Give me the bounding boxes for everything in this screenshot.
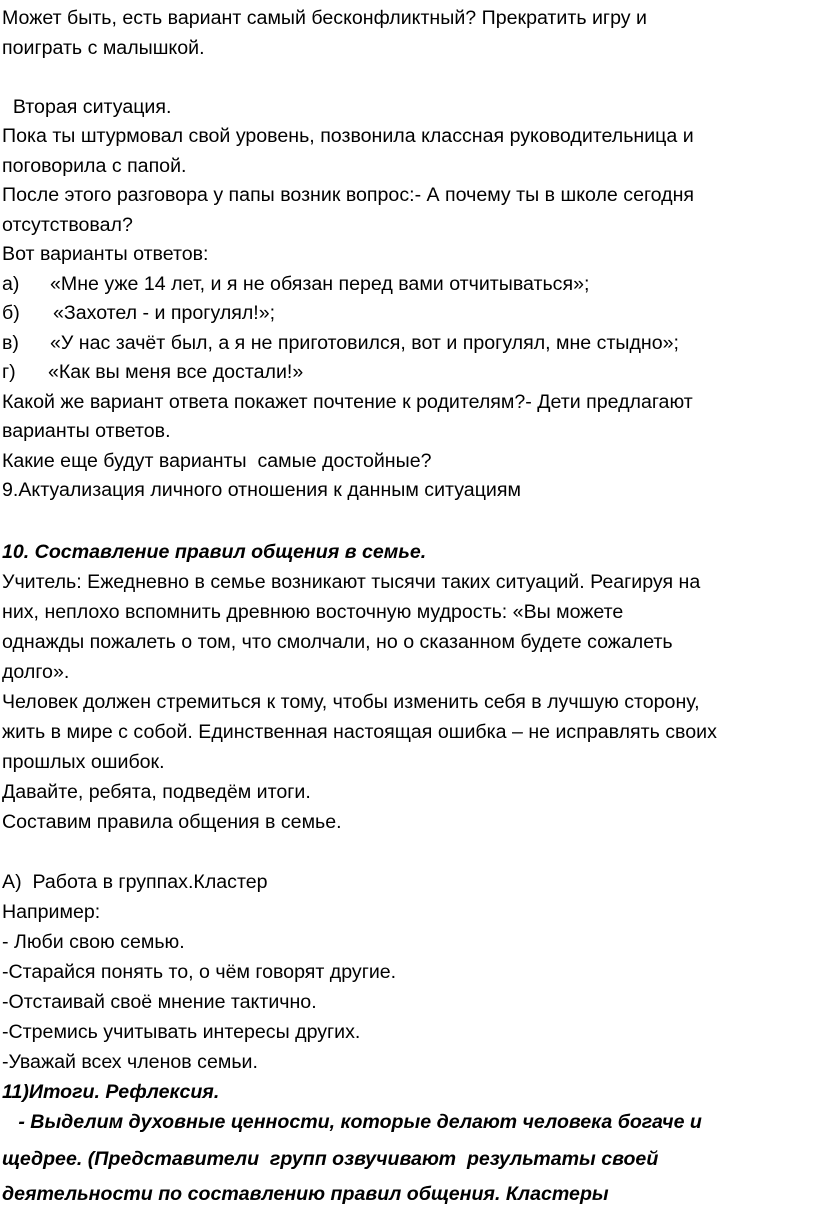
option-text: «Захотел - и прогулял!»; xyxy=(53,302,276,324)
group-work-label: А) Работа в группах.Кластер xyxy=(2,871,268,893)
situation-line-1: Пока ты штурмовал свой уровень, позвонила классная руководительница и xyxy=(2,125,694,147)
section-10-line-8: Давайте, ребята, подведём итоги. xyxy=(2,781,311,803)
section-11-line-2: щедрее. (Представители групп озвучивают результаты своей xyxy=(2,1148,659,1170)
section-10-line-5: Человек должен стремиться к тому, чтобы изменить себя в лучшую сторону, xyxy=(2,691,700,713)
situation-line-5: Вот варианты ответов: xyxy=(2,243,209,265)
example-label: Например: xyxy=(2,901,101,923)
situation-line-4: отсутствовал? xyxy=(2,214,133,236)
rule-item: -Отстаивай своё мнение тактично. xyxy=(2,991,317,1013)
section-10-line-3: однажды пожалеть о том, что смолчали, но о сказанном будете сожалеть xyxy=(2,631,673,653)
option-marker: а) xyxy=(2,273,20,295)
option-marker: г) xyxy=(2,361,16,383)
option-text: «Мне уже 14 лет, и я не обязан перед вами отчитываться»; xyxy=(50,273,590,295)
option-text: «У нас зачёт был, а я не приготовился, вот и прогулял, мне стыдно»; xyxy=(50,332,679,354)
rule-item: - Люби свою семью. xyxy=(2,931,185,953)
rule-item: -Уважай всех членов семьи. xyxy=(2,1051,258,1073)
situation-heading: Вторая ситуация. xyxy=(2,96,172,118)
intro-line-2: поиграть с малышкой. xyxy=(2,37,205,59)
section-10-line-6: жить в мире с собой. Единственная настоящая ошибка – не исправлять своих xyxy=(2,721,717,743)
after-line-1: Какой же вариант ответа покажет почтение к родителям?- Дети предлагают xyxy=(2,391,693,413)
after-line-2: варианты ответов. xyxy=(2,420,171,442)
section-11-line-1: - Выделим духовные ценности, которые делают человека богаче и xyxy=(2,1111,702,1133)
intro-line-1: Может быть, есть вариант самый бесконфликтный? Прекратить игру и xyxy=(2,7,647,29)
section-11-line-3: деятельности по составлению правил общения. Кластеры xyxy=(2,1183,609,1205)
section-10-line-2: них, неплохо вспомнить древнюю восточную мудрость: «Вы можете xyxy=(2,601,624,623)
section-10-heading: 10. Составление правил общения в семье. xyxy=(2,541,427,563)
option-text: «Как вы меня все достали!» xyxy=(48,361,304,383)
option-marker: в) xyxy=(2,332,19,354)
rule-item: -Стремись учитывать интересы других. xyxy=(2,1021,361,1043)
section-10-line-4: долго». xyxy=(2,661,70,683)
section-11-heading: 11)Итоги. Рефлексия. xyxy=(2,1081,220,1103)
situation-line-2: поговорила с папой. xyxy=(2,155,187,177)
situation-line-3: После этого разговора у папы возник вопрос:- А почему ты в школе сегодня xyxy=(2,184,695,206)
option-marker: б) xyxy=(2,302,20,324)
after-line-3: Какие еще будут варианты самые достойные? xyxy=(2,450,432,472)
section-10-line-1: Учитель: Ежедневно в семье возникают тысячи таких ситуаций. Реагируя на xyxy=(2,571,701,593)
after-line-4: 9.Актуализация личного отношения к данным ситуациям xyxy=(2,479,521,501)
rule-item: -Старайся понять то, о чём говорят другие. xyxy=(2,961,397,983)
section-10-line-9: Составим правила общения в семье. xyxy=(2,811,342,833)
section-10-line-7: прошлых ошибок. xyxy=(2,751,165,773)
